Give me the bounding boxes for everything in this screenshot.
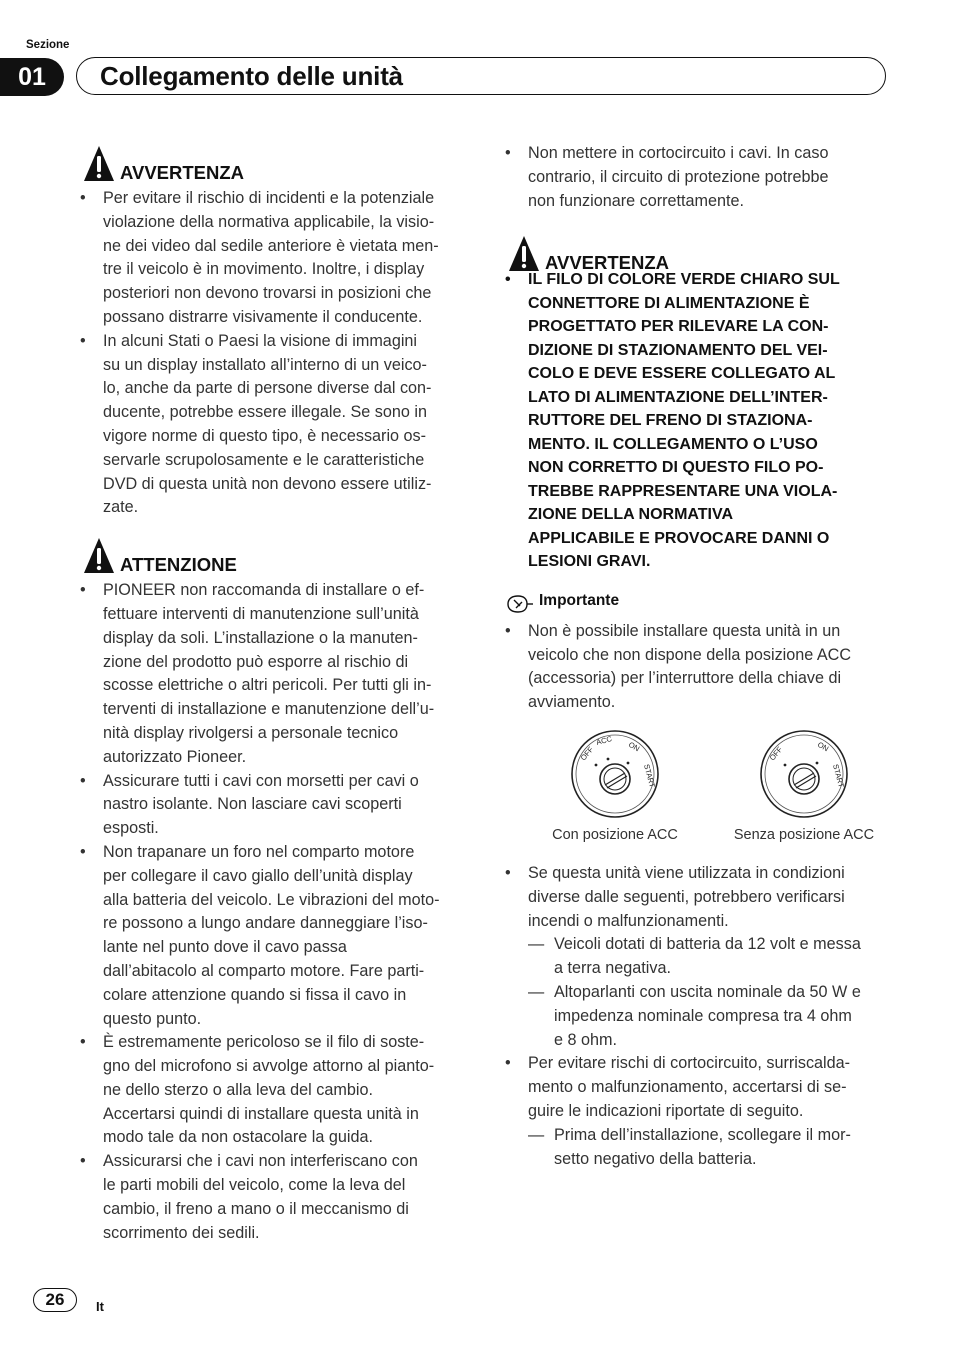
diagram-caption: Con posizione ACC (552, 827, 678, 844)
bullet-marker: • (80, 331, 86, 350)
text-line: Se questa unità viene utilizzata in condizioni (528, 864, 845, 883)
list-item (505, 862, 891, 933)
bullet-marker: • (80, 189, 86, 207)
text-line: TREBBE RAPPRESENTARE UNA VIOLA- (528, 482, 838, 500)
text-line: ne dei video dal sedile anteriore è vietata men- (103, 236, 439, 255)
list-item (80, 330, 450, 520)
text-line: vigore norme di questo tipo, è necessario os- (103, 426, 427, 445)
text-line: Assicurarsi che i cavi non interferiscano con (103, 1152, 418, 1171)
text-line: zate. (103, 498, 139, 517)
text-line: scosse elettriche o altri pericoli. Per tutti gli in- (103, 676, 432, 695)
bullet-marker: • (80, 1033, 86, 1052)
bullet-marker: • (505, 271, 511, 289)
list-item (505, 142, 891, 213)
bullet-marker: • (80, 842, 86, 861)
caution-heading-text: ATTENZIONE (120, 554, 237, 576)
page-number: 26 (33, 1288, 77, 1312)
text-line: NON CORRETTO DI QUESTO FILO PO- (528, 459, 824, 477)
text-line: ZIONE DELLA NORMATIVA (528, 506, 734, 524)
language-code: It (96, 1299, 104, 1314)
text-line: IL FILO DI COLORE VERDE CHIARO SUL (528, 271, 840, 289)
warning-heading-text: AVVERTENZA (120, 162, 245, 183)
important-heading (505, 592, 891, 616)
text-line: cambio, il freno a mano o il meccanismo di (103, 1199, 409, 1218)
list-item (80, 1031, 450, 1150)
text-line: COLO E DEVE ESSERE COLLEGATO AL (528, 365, 836, 383)
list-item (80, 1150, 450, 1245)
text-line: servarle scrupolosamente e le caratteristiche (103, 450, 425, 469)
label-off: OFF (767, 745, 785, 763)
text-line: Non trapanare un foro nel comparto motore (103, 842, 415, 861)
text-line: lo, anche da parte di persone diverse dal con- (103, 379, 432, 398)
text-line: RUTTORE DEL FRENO DI STAZIONA- (528, 412, 813, 430)
text-line: incendi o malfunzionamenti. (528, 911, 729, 930)
text-line: questo punto. (103, 1009, 202, 1028)
caution-heading (83, 537, 450, 579)
dash-marker: — (528, 983, 545, 1002)
text-line: Altoparlanti con uscita nominale da 50 W e (554, 983, 861, 1002)
text-line: autorizzato Pioneer. (103, 747, 247, 766)
text-line: display da soli. L’installazione o la manuten- (103, 628, 418, 647)
text-line: Veicoli dotati di batteria da 12 volt e messa (554, 935, 861, 954)
bullet-marker: • (505, 621, 511, 640)
text-line: (accessoria) per l’interruttore della chiave di (528, 669, 842, 688)
text-line: nità display rivolgersi a personale tecnico (103, 723, 399, 742)
text-line: avviamento. (528, 693, 616, 712)
text-line: Per evitare rischi di cortocircuito, surriscalda- (528, 1054, 851, 1073)
text-line: Non è possibile installare questa unità in un (528, 621, 841, 640)
warning-heading (83, 145, 450, 187)
text-line: In alcuni Stati o Paesi la visione di immagini (103, 331, 418, 350)
ignition-key-without-acc-icon (759, 729, 849, 819)
text-line: dall’abitacolo al comparto motore. Fare parti- (103, 961, 425, 980)
ignition-diagram-with-acc (530, 729, 700, 843)
text-line: DIZIONE DI STAZIONAMENTO DEL VEI- (528, 341, 828, 359)
text-line: lante nel punto dove il cavo passa (103, 938, 347, 957)
text-line: PROGETTATO PER RILEVARE LA CON- (528, 318, 829, 336)
section-label: Sezione (26, 39, 70, 51)
list-item (505, 1052, 891, 1123)
text-line: ducente, potrebbe essere illegale. Se sono in (103, 403, 427, 422)
dash-item (505, 933, 891, 981)
text-line: Accertarsi quindi di installare questa unità in (103, 1104, 419, 1123)
text-line: e 8 ohm. (554, 1030, 617, 1049)
label-acc: ACC (595, 734, 613, 748)
text-line: setto negativo della batteria. (554, 1149, 757, 1168)
text-line: su un display installato all’interno di un veico- (103, 355, 427, 374)
text-line: PIONEER non raccomanda di installare o ef- (103, 581, 425, 600)
text-line: colare attenzione quando si fissa il cavo in (103, 985, 407, 1004)
text-line: Non mettere in cortocircuito i cavi. In caso (528, 144, 829, 162)
warning-triangle-icon (508, 235, 540, 272)
important-note-icon (505, 594, 533, 614)
text-line: violazione della normativa applicabile, la visio- (103, 212, 435, 231)
text-line: È estremamente pericoloso se il filo di soste- (103, 1033, 425, 1052)
label-on: ON (627, 740, 642, 754)
text-line: impedenza nominale compresa tra 4 ohm (554, 1006, 852, 1025)
ignition-diagrams (505, 729, 891, 847)
bullet-marker: • (80, 581, 86, 600)
text-line: non funzionare correttamente. (528, 191, 744, 210)
diagram-caption: Senza posizione ACC (733, 827, 875, 844)
dash-marker: — (528, 1125, 545, 1144)
text-line: gno del microfono si avvolge attorno al pianto- (103, 1057, 435, 1076)
text-line: Prima dell’installazione, scollegare il mor- (554, 1125, 851, 1144)
right-column (505, 142, 891, 1171)
label-start: START (831, 763, 846, 789)
bullet-marker: • (505, 144, 511, 162)
text-line: modo tale da non ostacolare la guida. (103, 1128, 373, 1147)
bullet-marker: • (80, 1152, 86, 1171)
bullet-marker: • (505, 1054, 511, 1073)
text-line: ne dello sterzo o alla leva del cambio. (103, 1080, 373, 1099)
text-line: mento o malfunzionamento, accertarsi di se- (528, 1078, 847, 1097)
text-line: contrario, il circuito di protezione potrebbe (528, 167, 829, 186)
text-line: guire le indicazioni riportate di seguito. (528, 1102, 804, 1121)
dash-marker: — (528, 935, 545, 954)
page-title: Collegamento delle unità (100, 61, 403, 91)
label-on: ON (816, 740, 831, 754)
text-line: fettuare interventi di manutenzione sull’unità (103, 604, 419, 623)
label-start: START (642, 763, 657, 789)
text-line: per collegare il cavo giallo dell’unità display (103, 866, 413, 885)
dash-item (505, 1124, 891, 1172)
caution-triangle-icon (83, 537, 115, 574)
text-line: MENTO. IL COLLEGAMENTO O L’USO (528, 435, 818, 453)
list-item (80, 770, 450, 841)
list-item (80, 841, 450, 1031)
warning-bullet (505, 268, 891, 574)
text-line: posteriori non devono trovarsi in posizioni che (103, 284, 432, 303)
ignition-key-with-acc-icon (570, 729, 660, 819)
list-item (80, 579, 450, 769)
text-line: alla batteria del veicolo. Le vibrazioni del moto- (103, 890, 440, 909)
bullet-marker: • (80, 771, 86, 790)
text-line: terventi di installazione e manutenzione dell’u- (103, 700, 435, 719)
text-line: possano distrarre visivamente il conducente. (103, 307, 423, 326)
important-heading-text: Importante (539, 591, 620, 609)
ignition-diagram-without-acc (719, 729, 889, 843)
warning-heading-text: AVVERTENZA (545, 252, 670, 274)
text-line: zione del prodotto può esporre al rischio di (103, 652, 409, 671)
text-line: APPLICABILE E PROVOCARE DANNI O (528, 529, 830, 547)
text-line: diverse dalle seguenti, potrebbero verificarsi (528, 887, 845, 906)
label-off: OFF (578, 745, 596, 763)
text-line: le parti mobili del veicolo, come la leva del (103, 1176, 406, 1195)
bullet-marker: • (505, 864, 511, 883)
left-column (80, 145, 450, 1245)
dash-item (505, 981, 891, 1052)
list-item (80, 187, 450, 330)
text-line: esposti. (103, 819, 159, 838)
text-line: LATO DI ALIMENTAZIONE DELL’INTER- (528, 388, 828, 406)
text-line: DVD di questa unità non devono essere utiliz- (103, 474, 432, 493)
text-line: Assicurare tutti i cavi con morsetti per cavi o (103, 771, 419, 790)
text-line: nastro isolante. Non lasciare cavi scoperti (103, 795, 402, 814)
text-line: tre il veicolo è in movimento. Inoltre, i display (103, 260, 425, 279)
text-line: LESIONI GRAVI. (528, 553, 651, 571)
text-line: a terra negativa. (554, 959, 671, 978)
text-line: Per evitare il rischio di incidenti e la potenziale (103, 189, 435, 207)
text-line: CONNETTORE DI ALIMENTAZIONE È (528, 294, 810, 312)
list-item (505, 620, 891, 715)
section-number-badge: 01 (0, 58, 64, 96)
text-line: veicolo che non dispone della posizione ACC (528, 645, 852, 664)
text-line: scorrimento dei sedili. (103, 1223, 260, 1242)
text-line: re possono a lungo andare danneggiare l’iso- (103, 914, 428, 933)
warning-triangle-icon (83, 145, 115, 182)
